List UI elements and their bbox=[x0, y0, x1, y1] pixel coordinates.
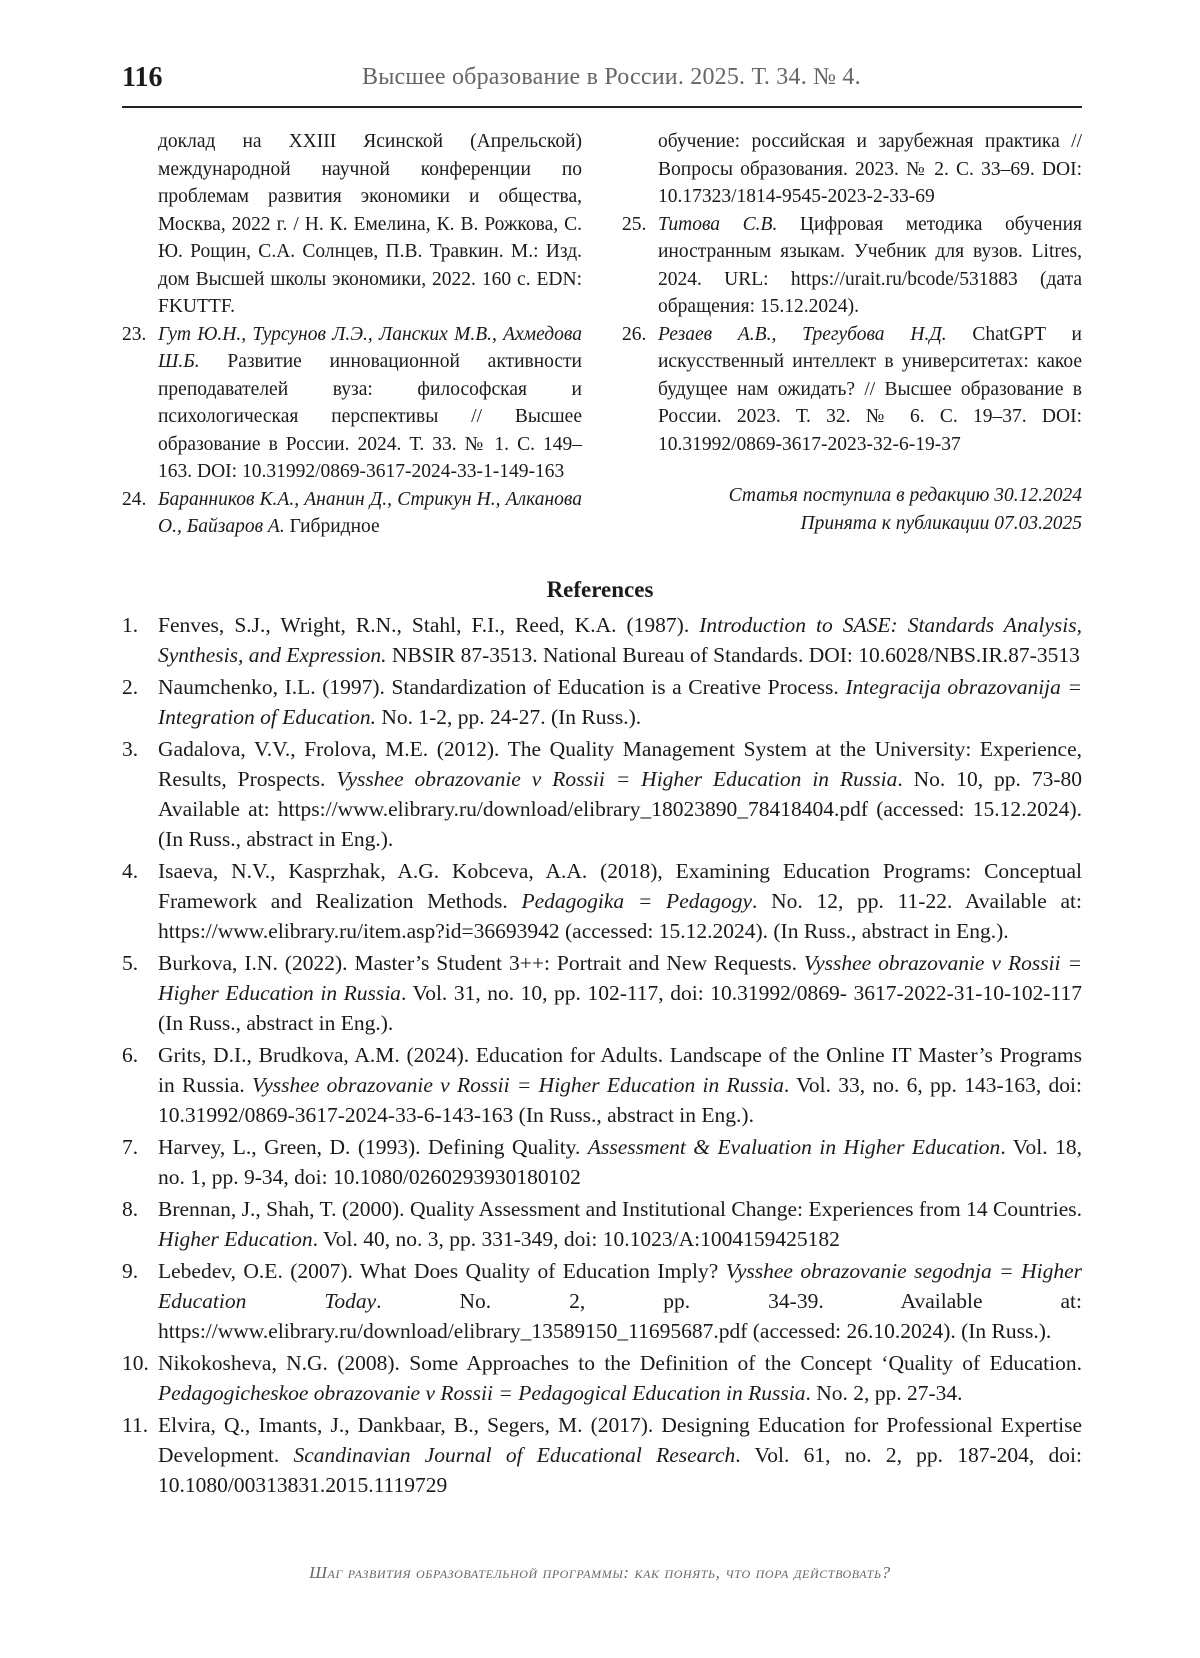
page-header bbox=[122, 58, 1082, 108]
accepted-date: Принята к публикации 07.03.2025 bbox=[800, 513, 1082, 534]
reference-item: 2. Naumchenko, I.L. (1997). Standardization of Education is a Creative Process. Integracija obrazovanija = Integration of Education. No. 1-2, pp. 24-27. (In Russ.). bbox=[122, 675, 1082, 729]
reference-item: 10. Nikokosheva, N.G. (2008). Some Approaches to the Definition of the Concept ‘Quality of Education. Pedagogicheskoe obrazovanie v Rossii = Pedagogical Education in Russia. No. 2, pp. 27-34. bbox=[122, 1351, 1082, 1405]
article-dates bbox=[622, 482, 1082, 538]
reference-item: 8. Brennan, J., Shah, T. (2000). Quality Assessment and Institutional Change: Experiences from 14 Countries. Higher Education. Vol. 40, no. 3, pp. 331-349, doi: 10.1023/A:1004159425182 bbox=[122, 1197, 1082, 1251]
received-date: Статья поступила в редакцию 30.12.2024 bbox=[728, 485, 1082, 506]
ref-24: 24. Баранников К.А., Ананин Д., Стрикун Н., Алканова О., Байзаров А. Гибридное bbox=[122, 488, 582, 537]
reference-item: 11. Elvira, Q., Imants, J., Dankbaar, B., Segers, M. (2017). Designing Education for Professional Expertise Development. Scandinavian Journal of Educational Research. Vol. 61, no. 2, pp. 187-204, doi: 10.1080/00313831.2015.1119729 bbox=[122, 1413, 1082, 1497]
ref-25: 25. Титова С.В. Цифровая методика обучения иностранным языкам. Учебник для вузов. Litres, 2024. URL: https://urait.ru/bcode/531883 (дата обращения: 15.12.2024). bbox=[622, 213, 1082, 317]
reference-item: 5. Burkova, I.N. (2022). Master’s Student 3++: Portrait and New Requests. Vysshee obrazovanie v Rossii = Higher Education in Russia. Vol. 31, no. 10, pp. 102-117, doi: 10.31992/0869- 3617-2022-31-10-102-117 (In Russ., abstract in Eng.). bbox=[122, 951, 1082, 1035]
journal-title: Высшее образование в России. 2025. Т. 34. № 4. bbox=[362, 64, 861, 90]
ref-24-continuation: обучение: российская и зарубежная практика // Вопросы образования. 2023. № 2. С. 33–69. DOI: 10.17323/1814-9545-2023-2-33-69 bbox=[658, 131, 1082, 207]
reference-item: 4. Isaeva, N.V., Kasprzhak, A.G. Kobceva, A.A. (2018), Examining Education Programs: Conceptual Framework and Realization Methods. Pedagogika = Pedagogy. No. 12, pp. 11-22. Available at: https://www.elibrary.ru/item.asp?id=36693942 (accessed: 15.12.2024). (In Russ., abstract in Eng.). bbox=[122, 859, 1082, 943]
left-column bbox=[122, 128, 582, 541]
reference-item: 6. Grits, D.I., Brudkova, A.M. (2024). Education for Adults. Landscape of the Online IT Master’s Programs in Russia. Vysshee obrazovanie v Rossii = Higher Education in Russia. Vol. 33, no. 6, pp. 143-163, doi: 10.31992/0869-3617-2024-33-6-143-163 (In Russ., abstract in Eng.). bbox=[122, 1043, 1082, 1127]
references-heading: References bbox=[546, 577, 654, 602]
running-footer: Шаг развития образовательной программы: как понять, что пора действовать? bbox=[309, 1563, 891, 1582]
ref-26: 26. Резаев А.В., Трегубова Н.Д. ChatGPT и искусственный интеллект в университетах: какое будущее нам ожидать? // Высшее образование в России. 2023. Т. 32. № 6. С. 19–37. DOI: 10.31992/0869-3617-2023-32-6-19-37 bbox=[622, 323, 1082, 455]
ref-22-continuation: доклад на XXIII Ясинской (Апрельской) международной научной конференции по проблемам развития экономики и общества, Москва, 2022 г. / Н. К. Емелина, К. В. Рожкова, С. Ю. Рощин, С.А. Солнцев, П.В. Травкин. М.: Изд. дом Высшей школы экономики, 2022. 160 с. EDN: FKUTTF. bbox=[158, 131, 582, 317]
reference-item: 3. Gadalova, V.V., Frolova, M.E. (2012). The Quality Management System at the University: Experience, Results, Prospects. Vysshee obrazovanie v Rossii = Higher Education in Russia. No. 10, pp. 73-80 Available at: https://www.elibrary.ru/download/elibrary_18023890_78418404.pdf (accessed: 15.12.2024). (In Russ., abstract in Eng.). bbox=[122, 737, 1082, 851]
right-column bbox=[622, 128, 1082, 538]
references-list bbox=[122, 610, 1082, 1502]
reference-item: 7. Harvey, L., Green, D. (1993). Defining Quality. Assessment & Evaluation in Higher Education. Vol. 18, no. 1, pp. 9-34, doi: 10.1080/0260293930180102 bbox=[122, 1135, 1082, 1189]
ref-23: 23. Гут Ю.Н., Турсунов Л.Э., Ланских М.В., Ахмедова Ш.Б. Развитие инновационной активности преподавателей вуза: философская и психологическая перспективы // Высшее образование в России. 2024. Т. 33. № 1. С. 149–163. DOI: 10.31992/0869-3617-2024-33-1-149-163 bbox=[122, 323, 582, 482]
reference-item: 1. Fenves, S.J., Wright, R.N., Stahl, F.I., Reed, K.A. (1987). Introduction to SASE: Standards Analysis, Synthesis, and Expression. NBSIR 87-3513. National Bureau of Standards. DOI: 10.6028/NBS.IR.87-3513 bbox=[122, 613, 1082, 667]
reference-item: 9. Lebedev, O.E. (2007). What Does Quality of Education Imply? Vysshee obrazovanie segodnja = Higher Education Today. No. 2, pp. 34-39. Available at: https://www.elibrary.ru/download/elibrary_13589150_11695687.pdf (accessed: 26.10.2024). (In Russ.). bbox=[122, 1259, 1082, 1343]
page-number: 116 bbox=[122, 62, 163, 93]
